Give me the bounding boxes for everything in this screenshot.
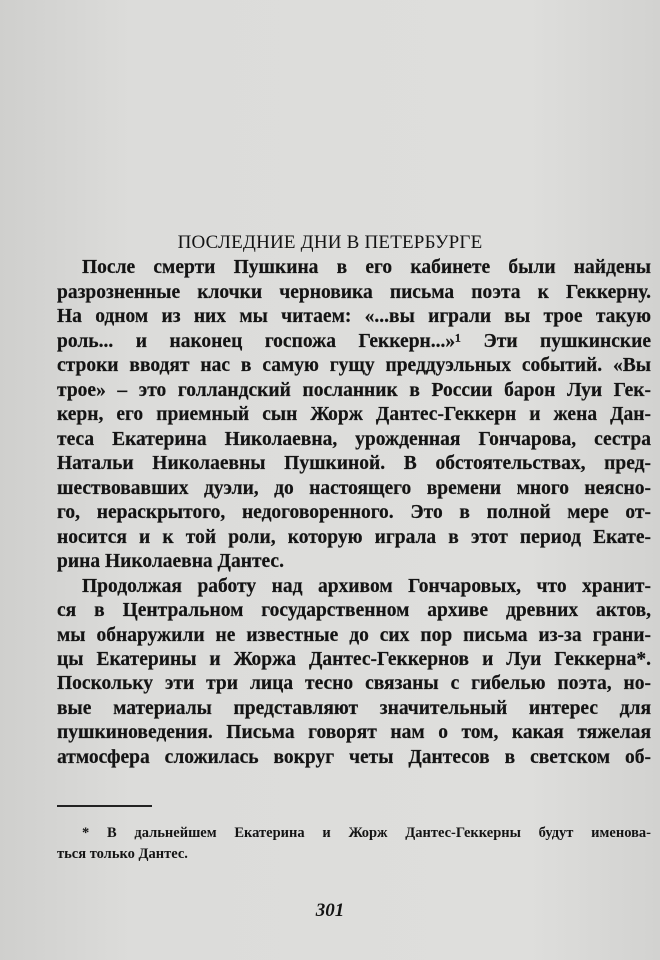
text-line: строки вводят нас в самую гущу преддуэльных событий. «Вы [57, 355, 651, 376]
text-line: Поскольку эти три лица тесно связаны с гибелью поэта, но- [57, 673, 651, 694]
text-line: цы Екатерины и Жоржа Дантес-Геккернов и Луи Геккерна*. [57, 649, 651, 670]
text-line: керн, его приемный сын Жорж Дантес-Геккерн и жена Дан- [57, 404, 651, 425]
page-number: 301 [315, 900, 345, 921]
text-line: рина Николаевна Дантес. [57, 551, 284, 572]
text-line: атмосфера сложилась вокруг четы Дантесов в светском об- [57, 747, 651, 768]
text-line: мы обнаружили не известные до сих пор письма из-за грани- [57, 625, 651, 646]
text-line: Продолжая работу над архивом Гончаровых, что хранит- [82, 576, 651, 597]
text-line: носится и к той роли, которую играла в этот период Екате- [57, 527, 651, 548]
text-line: теса Екатерина Николаевна, урожденная Гончарова, сестра [57, 429, 651, 450]
text-line: Натальи Николаевны Пушкиной. В обстоятельствах, пред- [57, 453, 651, 474]
text-line: После смерти Пушкина в его кабинете были найдены [82, 257, 651, 278]
footnote-line: * В дальнейшем Екатерина и Жорж Дантес-Геккерны будут именова- [82, 825, 651, 841]
text-line: пушкиноведения. Письма говорят нам о том, какая тяжелая [57, 722, 651, 743]
chapter-heading: ПОСЛЕДНИЕ ДНИ В ПЕТЕРБУРГЕ [177, 232, 483, 253]
text-line: шествовавших дуэли, до настоящего времени много неясно- [57, 478, 651, 499]
text-line: роль... и наконец госпожа Геккерн...»¹ Эти пушкинские [57, 331, 651, 352]
text-line: вые материалы представляют значительный интерес для [57, 698, 651, 719]
text-line: го, нераскрытого, недоговоренного. Это в полной мере от- [57, 502, 651, 523]
text-line: трое» – это голландский посланник в России барон Луи Гек- [57, 380, 651, 401]
footnote-divider [57, 805, 152, 807]
text-line: разрозненные клочки черновика письма поэта к Геккерну. [57, 282, 651, 303]
text-line: ся в Центральном государственном архиве древних актов, [57, 600, 651, 621]
text-line: На одном из них мы читаем: «...вы играли вы трое такую [57, 306, 651, 327]
footnote-line: ться только Дантес. [57, 846, 188, 862]
